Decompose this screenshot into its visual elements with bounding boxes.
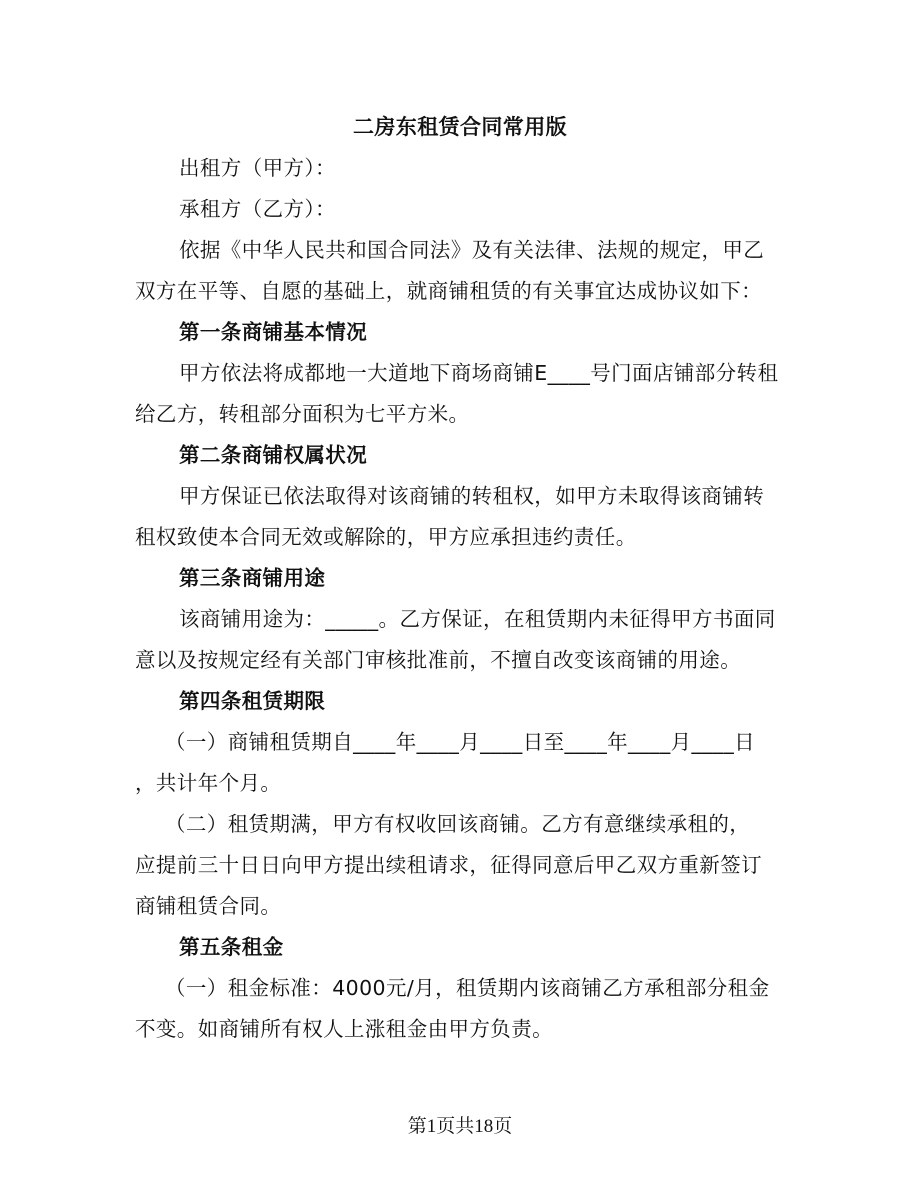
- article-4-clause-1: ，共计年个月。: [135, 771, 282, 795]
- article-4-heading: 第四条租赁期限: [179, 689, 326, 713]
- article-5-clause-1: （一）租金标准：4000元/月，租赁期内该商铺乙方承租部分租金: [165, 976, 770, 1000]
- document-page: [135, 107, 805, 1050]
- article-4-clause-1: （一）商铺租赁期自____年____月____日至____年____月____日: [165, 730, 755, 754]
- article-4-clause-2: 应提前三十日日向甲方提出续租请求，征得同意后甲乙双方重新签订: [135, 853, 762, 877]
- page-number: 第1页共18页: [407, 1116, 513, 1137]
- article-2-text: 甲方保证已依法取得对该商铺的转租权，如甲方未取得该商铺转: [179, 484, 765, 508]
- intro-text: 依据《中华人民共和国合同法》及有关法律、法规的规定，甲乙: [179, 238, 765, 262]
- article-5-heading: 第五条租金: [179, 935, 284, 959]
- intro-text: 双方在平等、自愿的基础上，就商铺租赁的有关事宜达成协议如下：: [135, 279, 762, 303]
- article-4-clause-2: 商铺租赁合同。: [135, 894, 282, 918]
- article-3-text: 意以及按规定经有关部门审核批准前，不擅自改变该商铺的用途。: [135, 648, 742, 672]
- article-3-heading: 第三条商铺用途: [179, 566, 326, 590]
- article-5-clause-1: 不变。如商铺所有权人上涨租金由甲方负责。: [135, 1017, 553, 1041]
- article-2-text: 租权致使本合同无效或解除的，甲方应承担违约责任。: [135, 525, 637, 549]
- lessor-line: 出租方（甲方）：: [179, 156, 336, 180]
- article-1-text: 给乙方，转租部分面积为七平方米。: [135, 402, 470, 426]
- article-2-heading: 第二条商铺权属状况: [179, 443, 368, 467]
- article-1-heading: 第一条商铺基本情况: [179, 320, 368, 344]
- lessee-line: 承租方（乙方）：: [179, 197, 336, 221]
- article-4-clause-2: （二）租赁期满，甲方有权收回该商铺。乙方有意继续承租的，: [165, 812, 751, 836]
- article-3-text: 该商铺用途为：_____。乙方保证，在租赁期内未征得甲方书面同: [179, 607, 776, 631]
- document-title: 二房东租赁合同常用版: [353, 115, 567, 139]
- article-1-text: 甲方依法将成都地一大道地下商场商铺E____号门面店铺部分转租: [179, 361, 779, 385]
